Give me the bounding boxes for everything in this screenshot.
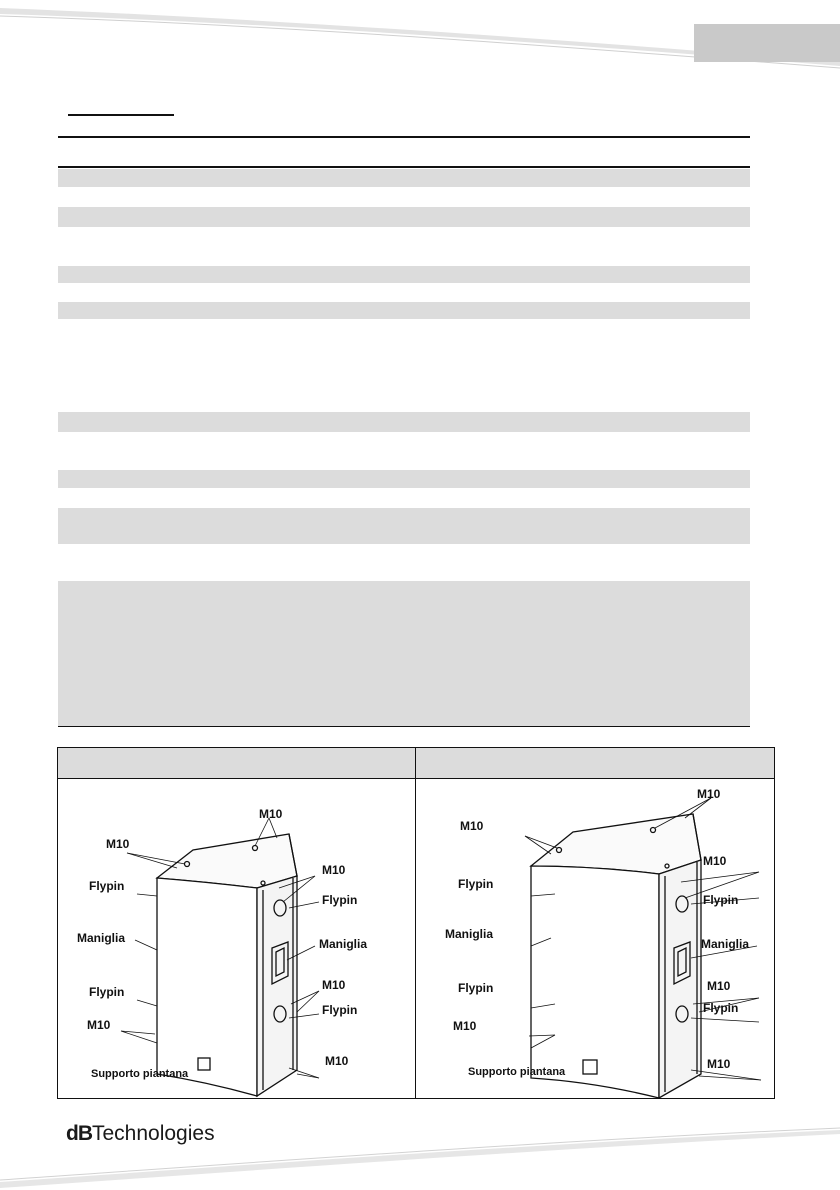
brand-logo-text: Technologies [92,1122,215,1145]
label-m10: M10 [707,1057,731,1071]
label-flypin: Flypin [322,1003,358,1017]
table-bottom-rule [58,726,750,727]
table-row [58,266,750,283]
language-tab [694,24,840,62]
table-row [58,470,750,488]
label-m10: M10 [697,787,721,801]
label-m10: M10 [322,978,346,992]
label-supporto-piantana: Supporto piantana [91,1068,189,1080]
label-m10: M10 [259,807,283,821]
label-m10: M10 [453,1019,477,1033]
label-maniglia: Maniglia [77,931,126,945]
brand-logo [66,1122,215,1146]
label-flypin: Flypin [89,985,125,999]
label-m10: M10 [703,854,727,868]
label-flypin: Flypin [322,893,358,907]
label-m10: M10 [460,819,484,833]
table-top-rule [58,136,750,138]
speaker-figure-table [57,747,775,1099]
specifications-table [58,136,750,728]
label-flypin: Flypin [458,981,494,995]
figure-header-left [57,747,416,779]
table-row [58,169,750,187]
figure-header-right [415,747,775,779]
table-row [58,581,750,727]
label-m10: M10 [322,863,346,877]
label-maniglia: Maniglia [445,927,494,941]
label-maniglia: Maniglia [701,937,750,951]
table-row [58,302,750,319]
label-flypin: Flypin [703,1001,739,1015]
table-row [58,207,750,227]
table-row [58,412,750,432]
label-m10: M10 [707,979,731,993]
table-header-rule [58,166,750,168]
table-row [58,508,750,544]
label-m10: M10 [87,1018,111,1032]
label-flypin: Flypin [458,877,494,891]
label-flypin: Flypin [89,879,125,893]
label-m10: M10 [325,1054,349,1068]
label-maniglia: Maniglia [319,937,368,951]
label-supporto-piantana: Supporto piantana [468,1066,566,1078]
label-flypin: Flypin [703,893,739,907]
brand-logo-db: dB [66,1122,92,1145]
section-title-underline [68,114,174,116]
label-m10: M10 [106,837,130,851]
